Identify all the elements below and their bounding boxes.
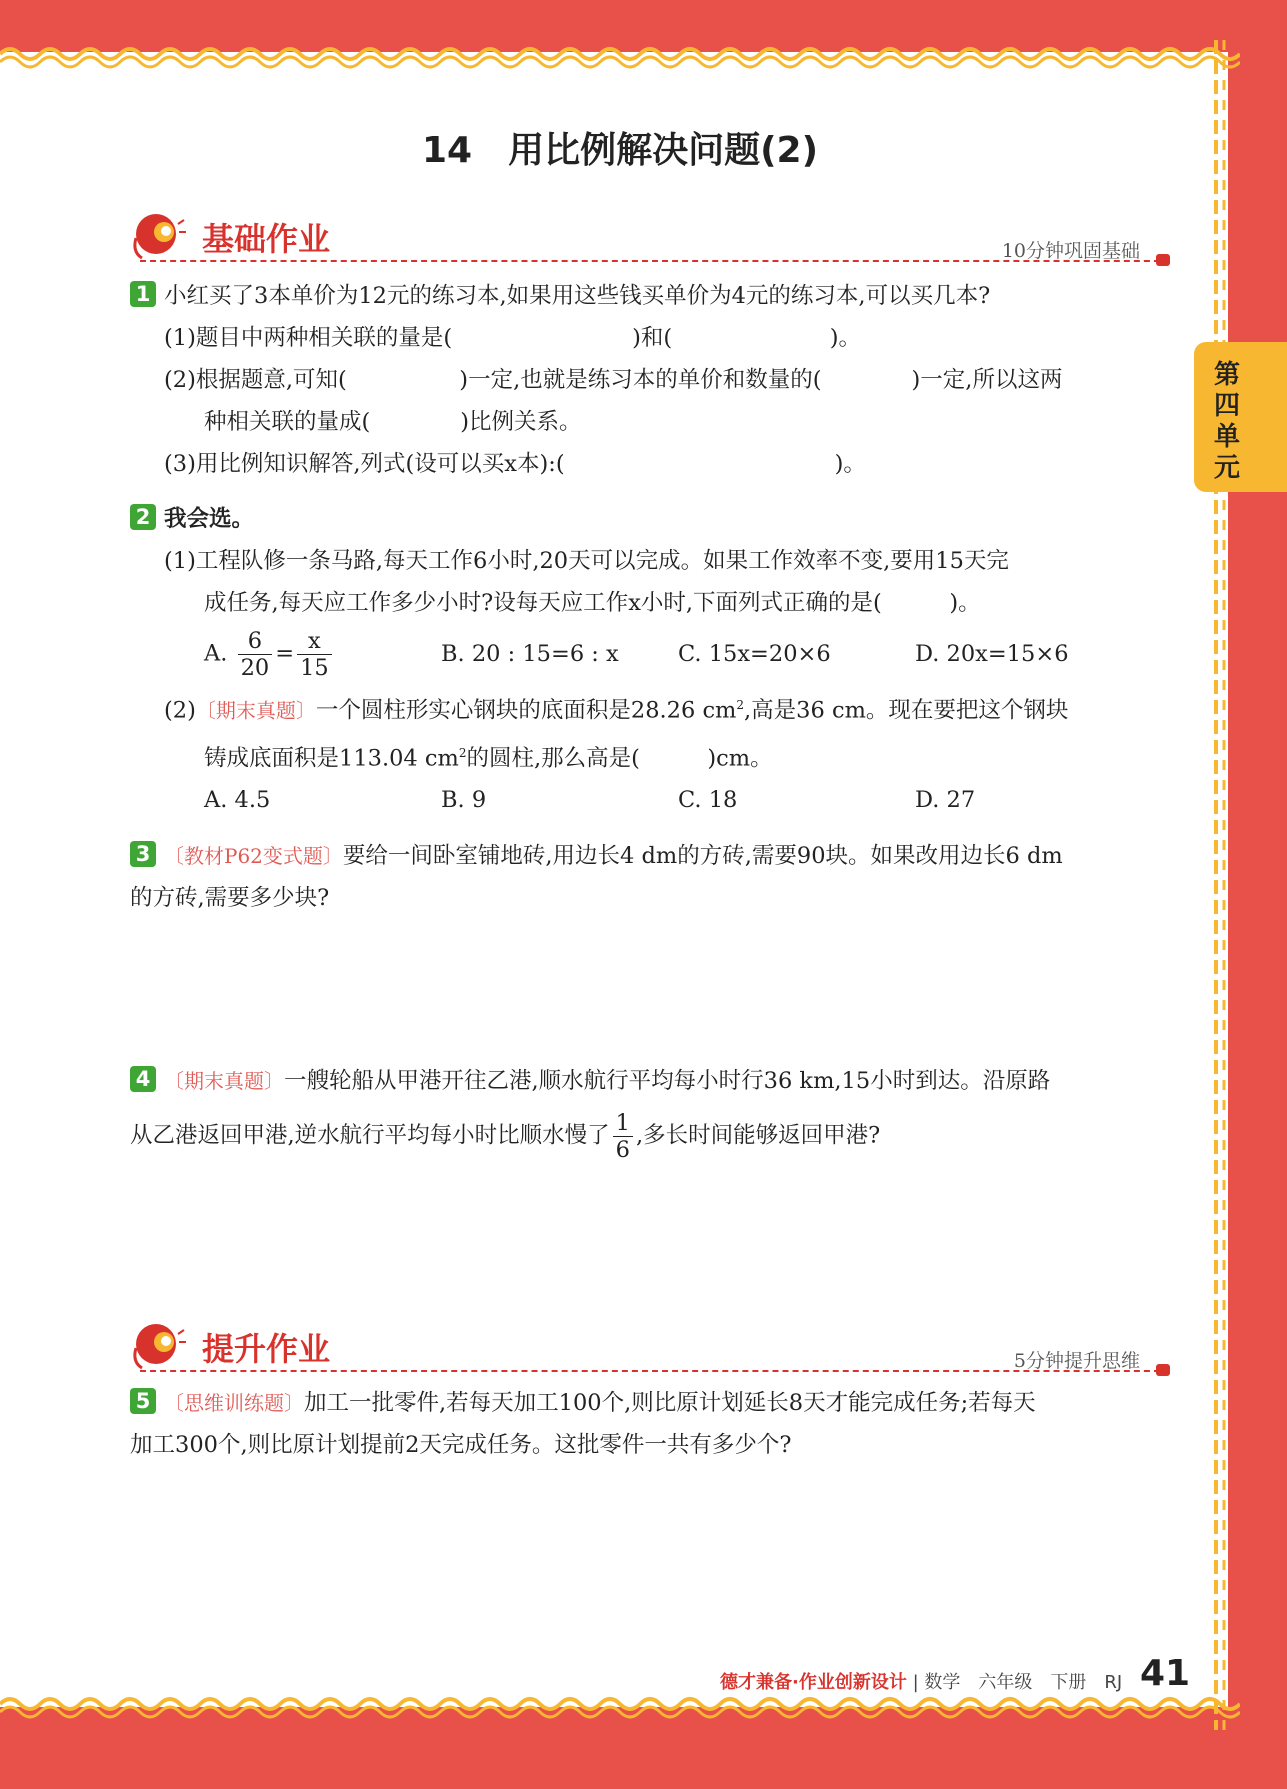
question-number: 2 [130,504,156,530]
question-tag: 〔期末真题〕 [195,698,316,723]
section-label-basic: 基础作业 [202,220,331,258]
question-text: 加工300个,则比原计划提前2天完成任务。这批零件一共有多少个? [130,1432,792,1458]
question-tag: 〔期末真题〕 [164,1069,284,1093]
section-note-advanced: 5分钟提升思维 [1013,1350,1140,1372]
options-row [130,779,1170,821]
unit-side-tab-label: 第四单元 [1214,360,1241,483]
option-d: D. 27 [915,787,976,813]
section-divider [140,1370,1170,1372]
option-b: B. 9 [441,787,487,813]
footer-brand: 德才兼备·作业创新设计 [720,1672,907,1693]
page-title: 14 用比例解决问题(2) [421,130,819,171]
question-4: 4 〔期末真题〕一艘轮船从甲港开往乙港,顺水航行平均每小时行36 km,15小时到达。沿原路 从乙港返回甲港,逆水航行平均每小时比顺水慢了 $\frac{1}{6}$ ,多长时间能够返回甲港? [130,1060,1170,1163]
question-text: 小红买了3本单价为12元的练习本,如果用这些钱买单价为4元的练习本,可以买几本? [164,283,991,309]
option-a: A. 4.5 [204,787,271,813]
question-tag: 〔教材P62变式题〕 [164,844,343,868]
question-3: 3 〔教材P62变式题〕要给一间卧室铺地砖,用边长4 dm的方砖,需要90块。如果改用边长6 dm 的方砖,需要多少块? [130,835,1170,919]
section-header-basic [130,208,1170,268]
question-text: 的方砖,需要多少块? [130,885,330,911]
section-header-advanced [130,1318,1170,1378]
question-text: 从乙港返回甲港,逆水航行平均每小时比顺水慢了 $\frac{1}{6}$ ,多长时间能够返回甲港? [130,1110,881,1163]
question-part: (1)工程队修一条马路,每天工作6小时,20天可以完成。如果工作效率不变,要用15天完 [164,548,1009,574]
question-text: 我会选。 [164,506,255,532]
question-number: 3 [130,841,156,867]
bell-mascot-icon [130,1318,186,1374]
question-part: (2)根据题意,可知( )一定,也就是练习本的单价和数量的( )一定,所以这两 [164,367,1063,393]
option-c: C. 15x=20×6 [678,641,831,667]
page-number: 41 [1140,1653,1191,1694]
question-number: 5 [130,1388,156,1414]
option-d: D. 20x=15×6 [915,641,1069,667]
option-c: C. 18 [678,787,738,813]
question-number: 1 [130,281,156,307]
question-2 [130,498,1170,821]
section-divider-end [1156,254,1170,266]
wavy-border-right [1200,40,1240,1730]
question-1 [130,275,1170,485]
fraction: $\frac{x}{15}$ [297,628,332,681]
question-number: 4 [130,1066,156,1092]
section-note-basic: 10分钟巩固基础 [1001,240,1140,262]
bell-mascot-icon [130,208,186,264]
section-divider-end [1156,1364,1170,1376]
question-part: 种相关联的量成( )比例关系。 [204,409,582,435]
section-label-advanced: 提升作业 [202,1330,331,1368]
question-part: (3)用比例知识解答,列式(设可以买x本):( )。 [164,451,866,477]
question-tag: 〔思维训练题〕 [164,1391,304,1415]
wavy-border-bottom [0,1690,1240,1726]
question-part: 铸成底面积是113.04 $cm^2$的圆柱,那么高是( )cm。 [204,745,773,771]
wavy-border-top [0,40,1240,76]
question-part: 成任务,每天应工作多少小时?设每天应工作x小时,下面列式正确的是( )。 [204,590,981,616]
question-5: 5 〔思维训练题〕加工一批零件,若每天加工100个,则比原计划延长8天才能完成任务;若每天 加工300个,则比原计划提前2天完成任务。这批零件一共有多少个? [130,1382,1170,1466]
fraction: $\frac{6}{20}$ [238,628,273,681]
section-divider [140,260,1170,262]
unit-side-tab [1194,342,1287,492]
fraction: $\frac{1}{6}$ [613,1110,633,1163]
question-part: (2)〔期末真题〕一个圆柱形实心钢块的底面积是28.26 $cm^2$,高是36 cm。现在要把这个钢块 [164,697,1069,724]
footer-info: | 数学 六年级 下册 RJ [912,1672,1123,1693]
footer [720,1668,1122,1694]
option-b: B. 20 : 15=6 : x [441,641,619,667]
question-part: (1)题目中两种相关联的量是( )和( )。 [164,325,861,351]
option-a: A. $\frac{6}{20}$ = $\frac{x}{15}$ [204,628,441,681]
options-row [130,624,1170,684]
